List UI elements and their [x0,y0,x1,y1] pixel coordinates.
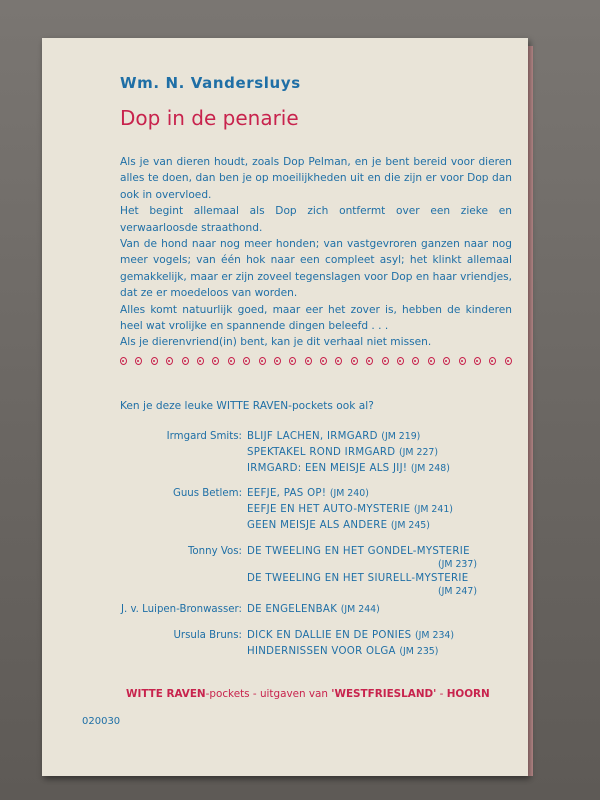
series-author: Ursula Bruns: [173,630,242,641]
book-title: Dop in de penarie [120,106,299,130]
book-entry-code: (JM 244) [340,604,380,615]
book-entry-code: (JM 234) [415,630,455,641]
footer-mid: - uitgaven van [249,688,332,700]
footer-separator: - [436,688,447,700]
book-entry [247,646,438,657]
book-entry-title: DE TWEELING EN HET SIURELL-MYSTERIE [247,573,469,584]
book-entry-title: DE TWEELING EN HET GONDEL-MYSTERIE [247,546,470,557]
book-entry [247,520,430,531]
book-entry [247,447,438,458]
blurb-paragraph: Van de hond naar nog meer honden; van vastgevroren ganzen naar nog meer vogels; van één hok naar een compleet asyl; het klinkt allemaal gemakkelijk, maar er zijn zoveel tegenslagen voor Dop en haar vriendjes, dat ze er moedeloos van worden. [120,238,512,300]
blurb-paragraph: Als je dierenvriend(in) bent, kan je dit verhaal niet missen. [120,336,432,349]
series-author: J. v. Luipen-Bronwasser: [120,604,242,615]
book-entry-code: (JM 237) [437,559,477,570]
book-entry [247,573,468,584]
book-back-cover [42,38,528,776]
book-entry-title: HINDERNISSEN VOOR OLGA [247,646,396,657]
series-list [42,38,528,776]
series-intro: Ken je deze leuke WITTE RAVEN-pockets ook al? [120,400,374,412]
book-entry-title: GEEN MEISJE ALS ANDERE [247,520,388,531]
book-entry [247,488,369,499]
blurb-paragraph: Het begint allemaal als Dop zich ontfermt over een zieke en verwaarloosde straathond. [120,205,512,234]
book-entry [247,463,450,474]
series-author: Guus Betlem: [172,488,242,499]
blurb-paragraph: Als je van dieren houdt, zoals Dop Pelman, en je bent bereid voor dieren alles te doen, dan ben je op moeilijkheden uit en die zijn er voor Dop dan ook in overvloed. [120,156,512,201]
book-entry-title: EEFJE EN HET AUTO-MYSTERIE [247,504,411,515]
series-author: Irmgard Smits: [166,431,242,442]
book-entry [247,630,454,641]
book-entry-code: (JM 240) [329,488,369,499]
book-entry-code: (JM 227) [398,447,439,458]
catalog-number: 020030 [82,716,121,727]
book-entry-title: BLIJF LACHEN, IRMGARD [247,431,378,442]
author-name: Wm. N. Vandersluys [120,74,301,92]
book-entry-title: DE ENGELENBAK [247,604,338,615]
footer-brand-suffix: -pockets [205,688,250,700]
book-entry-code: (JM 245) [390,520,430,531]
book-entry-code: (JM 248) [410,463,450,474]
book-edge [528,46,533,776]
book-entry-title: EEFJE, PAS OP! [247,488,327,499]
book-entry [247,546,470,557]
book-entry-title: DICK EN DALLIE EN DE PONIES [247,630,412,641]
blurb-paragraph: Alles komt natuurlijk goed, maar eer het zover is, hebben de kinderen heel wat vrolijke en spannende dingen beleefd . . . [120,303,512,333]
book-entry-title: IRMGARD: EEN MEISJE ALS JIJ! [247,463,408,474]
book-entry [247,504,453,515]
book-entry-title: SPEKTAKEL ROND IRMGARD [247,447,396,458]
footer-brand: WITTE RAVEN [126,688,206,700]
series-author: Tonny Vos: [187,546,242,557]
book-entry-code: (JM 247) [437,586,477,597]
publisher-footer [126,688,490,700]
book-entry [247,431,420,442]
book-entry-code: (JM 235) [399,646,439,657]
book-entry [247,604,380,615]
book-entry-code: (JM 219) [381,431,421,442]
footer-publisher: 'WESTFRIESLAND' [331,688,437,700]
footer-city: HOORN [446,688,490,700]
book-entry-code: (JM 241) [413,504,453,515]
